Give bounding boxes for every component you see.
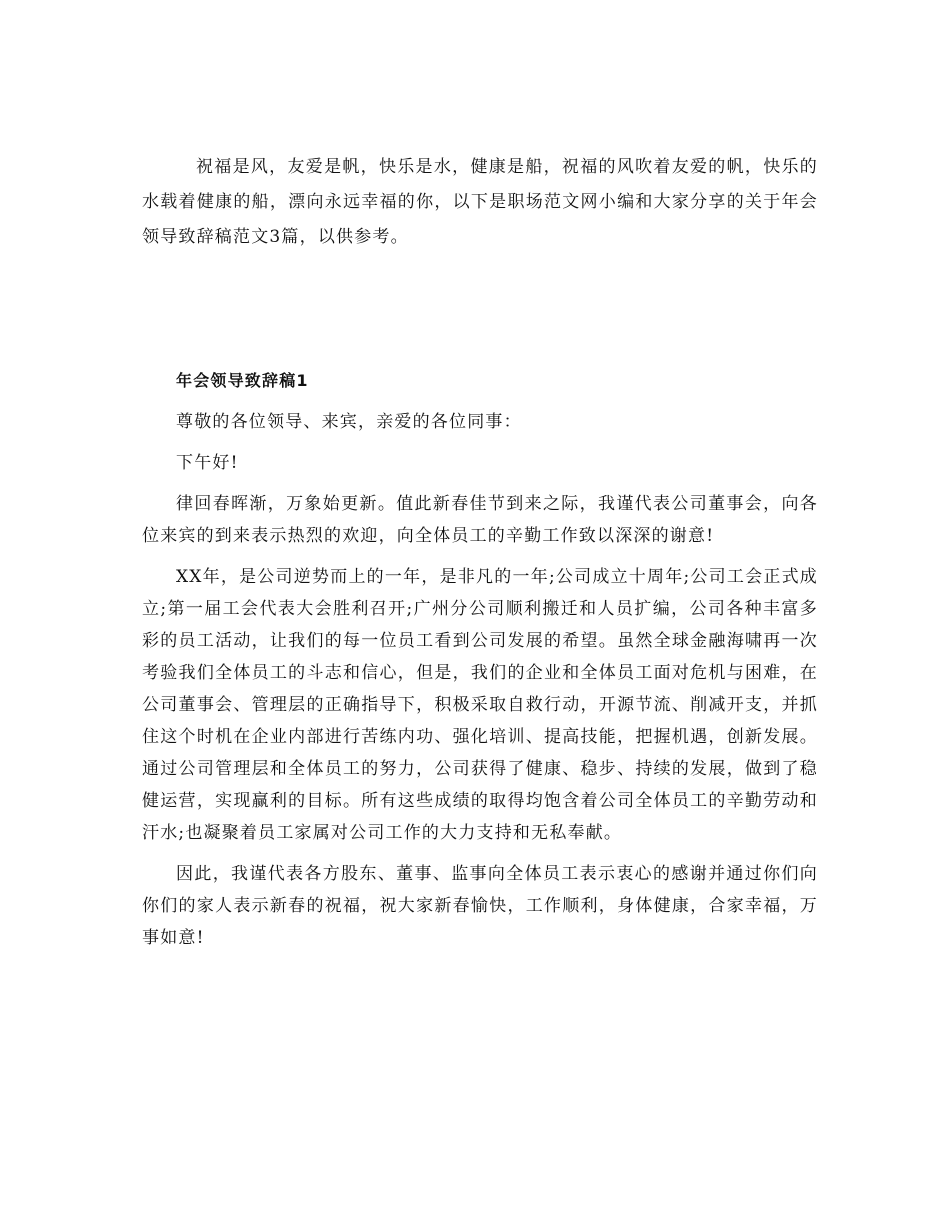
document-page xyxy=(142,0,818,1230)
body-paragraph-thanks: 因此，我谨代表各方股东、董事、监事向全体员工表示衷心的感谢并通过你们向你们的家人表示新春的祝福，祝大家新春愉快，工作顺利，身体健康，合家幸福，万事如意! xyxy=(142,864,818,948)
section-title: 年会领导致辞稿1 xyxy=(176,371,309,390)
intro-paragraph: 祝福是风，友爱是帆，快乐是水，健康是船，祝福的风吹着友爱的帆，快乐的水载着健康的船，漂向永远幸福的你，以下是职场范文网小编和大家分享的关于年会领导致辞稿范文3篇，以供参考。 xyxy=(142,157,818,247)
greeting-paragraph: 下午好! xyxy=(176,453,239,473)
salutation-paragraph: 尊敬的各位领导、来宾，亲爱的各位同事： xyxy=(176,412,522,432)
body-paragraph-achievements: XX年，是公司逆势而上的一年，是非凡的一年;公司成立十周年;公司工会正式成立;第一届工会代表大会胜利召开;广州分公司顺利搬迁和人员扩编，公司各种丰富多彩的员工活动，让我们的每一位员工看到公司发展的希望。虽然全球金融海啸再一次考验我们全体员工的斗志和信心，但是，我们的企业和全体员工面对危机与困难，在公司董事会、管理层的正确指导下，积极采取自救行动，开源节流、削减开支，并抓住这个时机在企业内部进行苦练内功、强化培训、提高技能，把握机遇，创新发展。通过公司管理层和全体员工的努力，公司获得了健康、稳步、持续的发展，做到了稳健运营，实现赢利的目标。所有这些成绩的取得均饱含着公司全体员工的辛勤劳动和汗水;也凝聚着员工家属对公司工作的大力支持和无私奉献。 xyxy=(142,567,818,843)
body-paragraph-welcome: 律回春晖渐，万象始更新。值此新春佳节到来之际，我谨代表公司董事会，向各位来宾的到来表示热烈的欢迎，向全体员工的辛勤工作致以深深的谢意! xyxy=(142,494,818,546)
speech-body xyxy=(142,406,818,963)
